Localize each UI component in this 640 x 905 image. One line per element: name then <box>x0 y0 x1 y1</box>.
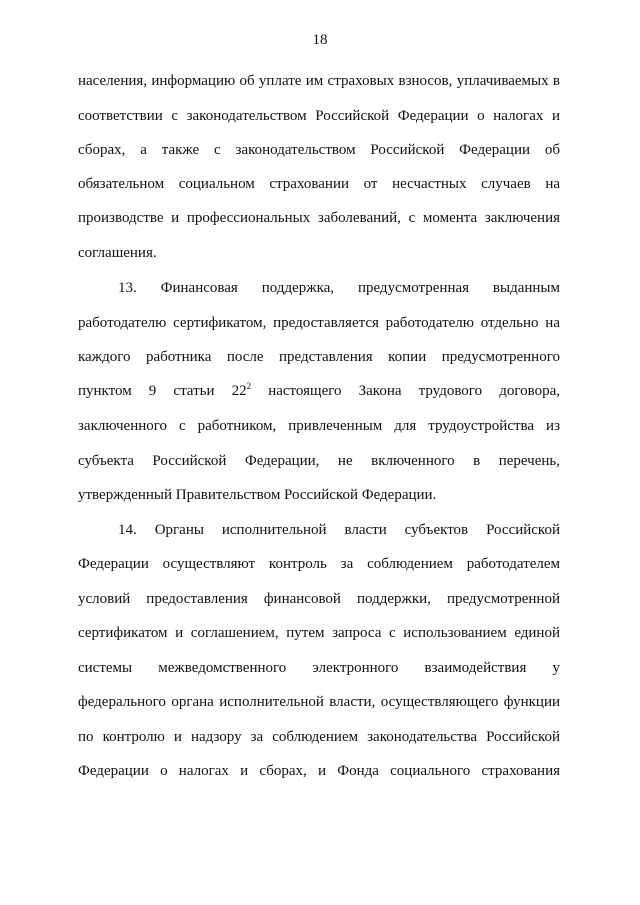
paragraph-1-line-4: обязательном социальном страховании от несчастных случаев на <box>78 176 560 192</box>
paragraph-2-line-4-tail: настоящего Закона трудового договора, <box>251 383 560 399</box>
paragraph-2-line-3: каждого работника после представления копии предусмотренного <box>78 349 560 365</box>
paragraph-3-line-8: Федерации о налогах и сборах, и Фонда социального страхования <box>78 763 560 779</box>
paragraph-1-line-3: сборах, а также с законодательством Российской Федерации об <box>78 142 560 158</box>
paragraph-3-line-6: федерального органа исполнительной власти, осуществляющего функции <box>78 694 560 710</box>
paragraph-2-line-2: работодателю сертификатом, предоставляется работодателю отдельно на <box>78 315 560 331</box>
paragraph-3-line-2: Федерации осуществляют контроль за соблюдением работодателем <box>78 556 560 572</box>
page-number: 18 <box>312 32 328 48</box>
article-superscript: 2 <box>246 381 252 391</box>
paragraph-3-line-3: условий предоставления финансовой поддержки, предусмотренной <box>78 591 560 607</box>
paragraph-2-line-7: утвержденный Правительством Российской Федерации. <box>78 487 437 503</box>
paragraph-2-line-4 <box>78 381 560 401</box>
paragraph-2-line-1: 13. Финансовая поддержка, предусмотренная выданным <box>118 280 560 296</box>
paragraph-2-line-5: заключенного с работником, привлеченным для трудоустройства из <box>78 418 560 434</box>
paragraph-2-line-4-head: пунктом 9 статьи 22 <box>78 383 247 399</box>
paragraph-1-line-5: производстве и профессиональных заболеваний, с момента заключения <box>78 210 560 226</box>
paragraph-3-line-7: по контролю и надзору за соблюдением законодательства Российской <box>78 729 560 745</box>
paragraph-1-line-1: населения, информацию об уплате им страховых взносов, уплачиваемых в <box>78 73 560 89</box>
paragraph-3-line-5: системы межведомственного электронного взаимодействия у <box>78 660 560 676</box>
paragraph-3-line-1: 14. Органы исполнительной власти субъектов Российской <box>118 522 560 538</box>
paragraph-1-line-6: соглашения. <box>78 245 157 261</box>
paragraph-2-line-6: субъекта Российской Федерации, не включенного в перечень, <box>78 453 560 469</box>
paragraph-1-line-2: соответствии с законодательством Российской Федерации о налогах и <box>78 108 560 124</box>
paragraph-3-line-4: сертификатом и соглашением, путем запроса с использованием единой <box>78 625 560 641</box>
